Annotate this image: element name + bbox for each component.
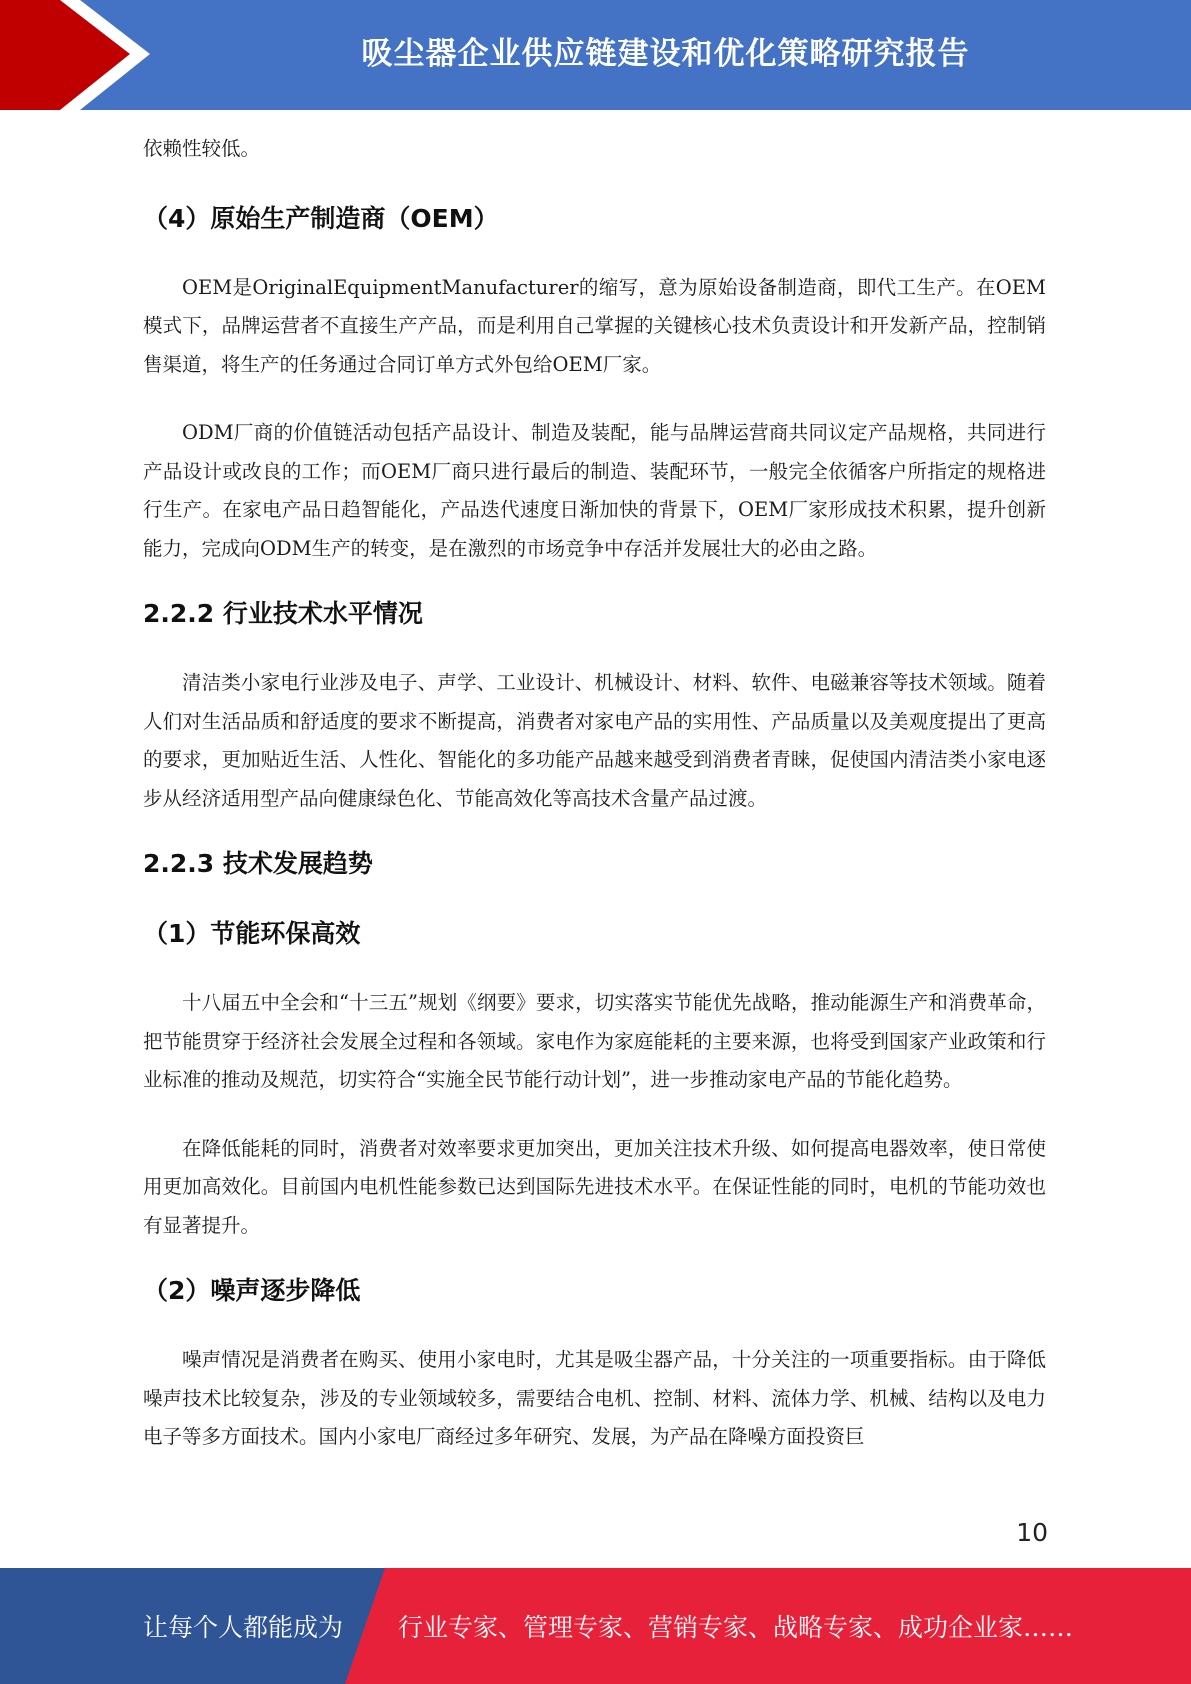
page-header xyxy=(0,0,1191,110)
paragraph: 十八届五中全会和“十三五”规划《纲要》要求，切实落实节能优先战略，推动能源生产和消费革命，把节能贯穿于经济社会发展全过程和各领域。家电作为家庭能耗的主要来源，也将受到国家产业政策和行业标准的推动及规范，切实符合“实施全民节能行动计划”，进一步推动家电产品的节能化趋势。 xyxy=(143,991,1046,1091)
paragraph: ODM厂商的价值链活动包括产品设计、制造及装配，能与品牌运营商共同议定产品规格，共同进行产品设计或改良的工作；而OEM厂商只进行最后的制造、装配环节，一般完全依循客户所指定的规格进行生产。在家电产品日趋智能化，产品迭代速度日渐加快的背景下，OEM厂家形成技术积累，提升创新能力，完成向ODM生产的转变，是在激烈的市场竞争中存活并发展壮大的必由之路。 xyxy=(143,421,1046,560)
paragraph: 噪声情况是消费者在购买、使用小家电时，尤其是吸尘器产品，十分关注的一项重要指标。由于降低噪声技术比较复杂，涉及的专业领域较多，需要结合电机、控制、材料、流体力学、机械、结构以及电力电子等多方面技术。国内小家电厂商经过多年研究、发展，为产品在降噪方面投资巨 xyxy=(143,1348,1046,1448)
page-footer xyxy=(0,1568,1191,1684)
paragraph: OEM是OriginalEquipmentManufacturer的缩写，意为原始设备制造商，即代工生产。在OEM模式下，品牌运营者不直接生产产品，而是利用自己掌握的关键核心技术负责设计和开发新产品，控制销售渠道，将生产的任务通过合同订单方式外包给OEM厂家。 xyxy=(143,275,1046,376)
page-number: 10 xyxy=(1016,1518,1048,1547)
paragraph: 在降低能耗的同时，消费者对效率要求更加突出，更加关注技术升级、如何提高电器效率，使日常使用更加高效化。目前国内电机性能参数已达到国际先进技术水平。在保证性能的同时，电机的节能功效也有显著提升。 xyxy=(143,1136,1046,1237)
paragraph: 依赖性较低。 xyxy=(143,137,261,160)
footer-slogan-left: 让每个人都能成为 xyxy=(143,1613,344,1642)
section-heading: （1）节能环保高效 xyxy=(143,919,361,948)
footer-slogan-right: 行业专家、管理专家、营销专家、战略专家、成功企业家…… xyxy=(398,1613,1074,1642)
page-content xyxy=(143,130,1046,1457)
paragraph: 清洁类小家电行业涉及电子、声学、工业设计、机械设计、材料、软件、电磁兼容等技术领域。随着人们对生活品质和舒适度的要求不断提高，消费者对家电产品的实用性、产品质量以及美观度提出了更高的要求，更加贴近生活、人性化、智能化的多功能产品越来越受到消费者青睐，促使国内清洁类小家电逐步从经济适用型产品向健康绿色化、节能高效化等高技术含量产品过渡。 xyxy=(143,671,1046,810)
section-heading: 2.2.2 行业技术水平情况 xyxy=(143,599,423,628)
section-heading: （2）噪声逐步降低 xyxy=(143,1276,361,1305)
section-heading: 2.2.3 技术发展趋势 xyxy=(143,849,373,878)
section-heading: （4）原始生产制造商（OEM） xyxy=(143,203,499,233)
header-title: 吸尘器企业供应链建设和优化策略研究报告 xyxy=(361,35,970,72)
